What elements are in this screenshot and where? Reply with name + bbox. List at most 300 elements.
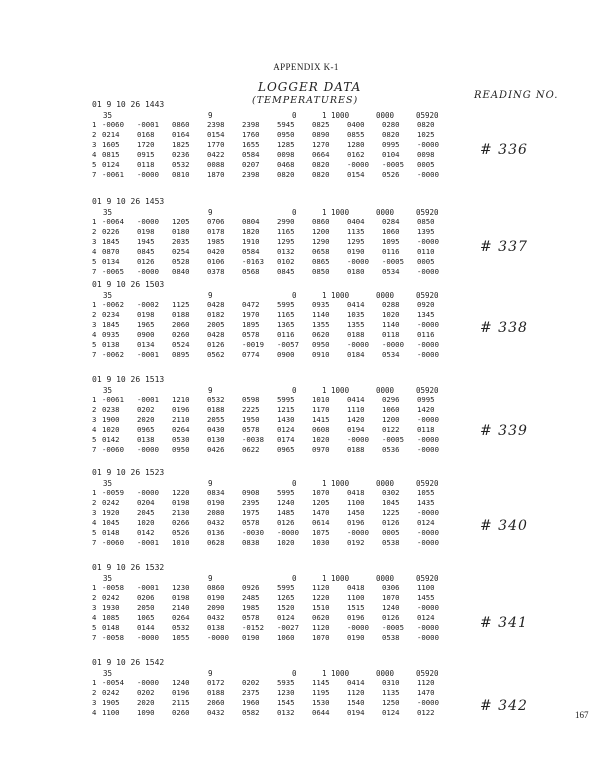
data-cell: 0288	[382, 300, 400, 309]
data-cell: 2140	[172, 603, 190, 612]
row-id: 2	[92, 227, 97, 236]
data-cell: 1140	[312, 310, 330, 319]
data-cell: 5995	[277, 300, 295, 309]
data-cell: 1210	[172, 395, 190, 404]
data-cell: 1120	[417, 678, 435, 687]
table-row	[92, 300, 452, 310]
data-cell: 0834	[207, 488, 225, 497]
block-timestamp: 01 9 10 26 1532	[92, 563, 165, 572]
block-header-field: 35	[103, 669, 113, 678]
data-cell: 1540	[347, 698, 365, 707]
data-cell: 0138	[137, 435, 155, 444]
table-row	[92, 120, 452, 130]
data-rows	[92, 488, 452, 548]
table-row	[92, 678, 452, 688]
data-cell: 1120	[312, 583, 330, 592]
data-cell: 0190	[207, 498, 225, 507]
data-cell: 0196	[347, 518, 365, 527]
block-header-field: 9	[208, 669, 213, 678]
data-cell: 0895	[172, 350, 190, 359]
data-cell: 0664	[312, 150, 330, 159]
row-id: 4	[92, 613, 97, 622]
data-cell: 0432	[207, 613, 225, 622]
data-cell: 0970	[312, 445, 330, 454]
data-cell: 0254	[172, 247, 190, 256]
block-header-field: 35	[103, 479, 113, 488]
data-cell: 1060	[382, 405, 400, 414]
data-cell: 0178	[207, 227, 225, 236]
data-cell: 1020	[312, 435, 330, 444]
data-cell: 0118	[382, 330, 400, 339]
data-cell: 1205	[172, 217, 190, 226]
data-cell: 1070	[312, 488, 330, 497]
data-cell: -0060	[102, 538, 124, 547]
data-cell: 1165	[277, 227, 295, 236]
data-cell: 0118	[137, 160, 155, 169]
data-cell: 0190	[242, 633, 260, 642]
data-cell: 1965	[137, 320, 155, 329]
data-cell: 0628	[207, 538, 225, 547]
table-row	[92, 130, 452, 140]
table-row	[92, 528, 452, 538]
data-cell: 1510	[312, 603, 330, 612]
data-cell: -0000	[137, 445, 159, 454]
block-header-field: 0000	[376, 208, 395, 217]
row-id: 5	[92, 257, 97, 266]
row-id: 3	[92, 603, 97, 612]
data-cell: 0865	[312, 257, 330, 266]
data-cell: 0207	[242, 160, 260, 169]
data-cell: 0418	[347, 488, 365, 497]
data-cell: -0000	[347, 435, 369, 444]
data-cell: 0280	[382, 120, 400, 129]
data-cell: -0000	[417, 340, 439, 349]
data-cell: 1020	[277, 538, 295, 547]
data-cell: 0194	[347, 708, 365, 717]
data-cell: 0236	[172, 150, 190, 159]
data-cell: -0000	[347, 340, 369, 349]
data-cell: 0414	[347, 395, 365, 404]
data-cell: 1100	[347, 498, 365, 507]
table-row	[92, 310, 452, 320]
data-cell: 0426	[207, 445, 225, 454]
row-id: 7	[92, 267, 97, 276]
data-cell: 0088	[207, 160, 225, 169]
page-title: LOGGER DATA	[258, 80, 362, 94]
block-header-field: 0	[292, 669, 297, 678]
data-cell: 0578	[242, 518, 260, 527]
table-row	[92, 633, 452, 643]
data-cell: 1530	[312, 698, 330, 707]
data-cell: -0000	[417, 267, 439, 276]
data-cell: 1870	[207, 170, 225, 179]
data-cell: 0900	[137, 330, 155, 339]
data-cell: 1900	[102, 415, 120, 424]
data-cell: 2060	[172, 320, 190, 329]
row-id: 1	[92, 120, 97, 129]
data-cell: 0915	[137, 150, 155, 159]
data-cell: 1760	[242, 130, 260, 139]
data-cell: 2485	[242, 593, 260, 602]
data-cell: -0001	[137, 350, 159, 359]
data-cell: 0194	[347, 425, 365, 434]
block-header-field: 05920	[416, 574, 439, 583]
data-cell: 0132	[277, 247, 295, 256]
data-cell: 0148	[102, 528, 120, 537]
table-row	[92, 623, 452, 633]
data-cell: 0820	[277, 170, 295, 179]
reading-number: # 340	[480, 518, 528, 534]
data-cell: 0620	[312, 330, 330, 339]
data-cell: 0526	[172, 528, 190, 537]
data-cell: -0005	[382, 623, 404, 632]
data-cell: 0810	[172, 170, 190, 179]
block-header-field: 35	[103, 111, 113, 120]
data-cell: -0061	[102, 170, 124, 179]
row-id: 7	[92, 170, 97, 179]
data-cell: 1100	[102, 708, 120, 717]
data-cell: 0198	[137, 227, 155, 236]
data-cell: 0658	[312, 247, 330, 256]
block-timestamp: 01 9 10 26 1453	[92, 197, 165, 206]
data-cell: 2115	[172, 698, 190, 707]
block-header-field: 0000	[376, 291, 395, 300]
data-cell: 1010	[172, 538, 190, 547]
row-id: 5	[92, 340, 97, 349]
data-cell: 0116	[277, 330, 295, 339]
data-cell: 0005	[382, 528, 400, 537]
data-cell: 0538	[382, 538, 400, 547]
data-cell: 1215	[277, 405, 295, 414]
data-cell: 0414	[347, 678, 365, 687]
table-row	[92, 170, 452, 180]
table-row	[92, 445, 452, 455]
data-cell: 0910	[312, 350, 330, 359]
data-cell: 0598	[242, 395, 260, 404]
data-cell: 0110	[417, 247, 435, 256]
block-header-field: 0	[292, 208, 297, 217]
block-header-field: 0000	[376, 479, 395, 488]
data-cell: 1845	[102, 320, 120, 329]
data-cell: 1280	[347, 140, 365, 149]
reading-number: # 336	[480, 142, 528, 158]
data-cell: 0562	[207, 350, 225, 359]
data-cell: -0000	[417, 633, 439, 642]
data-cell: 0820	[312, 170, 330, 179]
table-row	[92, 583, 452, 593]
data-cell: 0584	[242, 150, 260, 159]
table-row	[92, 415, 452, 425]
data-cell: 0138	[102, 340, 120, 349]
data-cell: 0172	[207, 678, 225, 687]
data-cell: 0264	[172, 425, 190, 434]
table-row	[92, 267, 452, 277]
table-row	[92, 405, 452, 415]
data-cell: 0196	[347, 613, 365, 622]
table-row	[92, 538, 452, 548]
block-timestamp: 01 9 10 26 1443	[92, 100, 165, 109]
data-cell: 0126	[137, 257, 155, 266]
data-cell: 0124	[102, 160, 120, 169]
data-cell: 1820	[242, 227, 260, 236]
data-cell: -0000	[417, 237, 439, 246]
block-header-field: 9	[208, 111, 213, 120]
data-cell: 0198	[137, 310, 155, 319]
data-cell: -0000	[417, 508, 439, 517]
data-cell: 1435	[417, 498, 435, 507]
block-header-field: 9	[208, 479, 213, 488]
row-id: 2	[92, 405, 97, 414]
data-cell: 1170	[312, 405, 330, 414]
data-cell: 1095	[382, 237, 400, 246]
data-rows	[92, 217, 452, 277]
data-cell: 1025	[417, 130, 435, 139]
data-cell: 0142	[137, 528, 155, 537]
row-id: 1	[92, 678, 97, 687]
data-cell: 1485	[277, 508, 295, 517]
data-cell: 0584	[242, 247, 260, 256]
table-row	[92, 593, 452, 603]
block-header-field: 05920	[416, 669, 439, 678]
row-id: 7	[92, 350, 97, 359]
data-cell: 0005	[417, 257, 435, 266]
data-cell: 1515	[347, 603, 365, 612]
data-cell: -0000	[417, 698, 439, 707]
row-id: 5	[92, 623, 97, 632]
data-cell: -0000	[417, 170, 439, 179]
data-cell: -0152	[242, 623, 264, 632]
data-cell: 0860	[312, 217, 330, 226]
data-cell: 1200	[382, 415, 400, 424]
data-cell: 0890	[312, 130, 330, 139]
data-cell: 0378	[207, 267, 225, 276]
data-cell: 0950	[277, 130, 295, 139]
table-row	[92, 350, 452, 360]
data-cell: 1165	[277, 310, 295, 319]
data-cell: -0064	[102, 217, 124, 226]
data-rows	[92, 395, 452, 455]
data-cell: 1230	[277, 688, 295, 697]
data-cell: 0196	[172, 405, 190, 414]
reading-number: # 338	[480, 320, 528, 336]
row-id: 3	[92, 508, 97, 517]
data-cell: 0116	[417, 330, 435, 339]
data-cell: 0428	[207, 330, 225, 339]
data-cell: 0855	[347, 130, 365, 139]
row-id: 3	[92, 237, 97, 246]
data-cell: 5995	[277, 583, 295, 592]
data-cell: 1020	[137, 518, 155, 527]
data-cell: -0062	[102, 300, 124, 309]
data-cell: 0935	[102, 330, 120, 339]
data-cell: 2080	[207, 508, 225, 517]
block-header-field: 0000	[376, 386, 395, 395]
row-id: 3	[92, 415, 97, 424]
data-cell: -0000	[277, 528, 299, 537]
table-row	[92, 217, 452, 227]
data-cell: 0400	[347, 120, 365, 129]
data-cell: 5945	[277, 120, 295, 129]
data-cell: 1720	[137, 140, 155, 149]
row-id: 3	[92, 140, 97, 149]
block-header-field: 1 1000	[322, 111, 350, 120]
data-cell: 0422	[207, 150, 225, 159]
data-cell: -0005	[382, 257, 404, 266]
data-cell: 2045	[137, 508, 155, 517]
data-cell: 0536	[382, 445, 400, 454]
data-cell: 1345	[417, 310, 435, 319]
data-cell: 1020	[382, 310, 400, 319]
data-cell: 1240	[172, 678, 190, 687]
data-cell: 0534	[382, 267, 400, 276]
data-cell: -0000	[417, 445, 439, 454]
data-cell: -0030	[242, 528, 264, 537]
data-cell: 1455	[417, 593, 435, 602]
row-id: 4	[92, 425, 97, 434]
data-rows	[92, 583, 452, 643]
table-row	[92, 435, 452, 445]
data-cell: 0264	[172, 613, 190, 622]
data-cell: 1545	[277, 698, 295, 707]
data-cell: 0164	[172, 130, 190, 139]
row-id: 4	[92, 330, 97, 339]
data-cell: 0198	[172, 498, 190, 507]
data-cell: 0578	[242, 330, 260, 339]
data-cell: 1605	[102, 140, 120, 149]
data-cell: 0206	[137, 593, 155, 602]
data-cell: 1075	[312, 528, 330, 537]
block-header-field: 0	[292, 291, 297, 300]
row-id: 1	[92, 488, 97, 497]
data-cell: 0242	[102, 498, 120, 507]
data-cell: -0001	[137, 395, 159, 404]
data-cell: 0532	[207, 395, 225, 404]
data-cell: 0214	[102, 130, 120, 139]
data-cell: 0608	[312, 425, 330, 434]
table-row	[92, 613, 452, 623]
data-cell: 0126	[277, 518, 295, 527]
row-id: 5	[92, 160, 97, 169]
data-cell: 1970	[242, 310, 260, 319]
block-header-field: 9	[208, 208, 213, 217]
data-cell: 0260	[172, 708, 190, 717]
data-cell: 1975	[242, 508, 260, 517]
data-cell: 0532	[172, 160, 190, 169]
data-cell: 0124	[277, 613, 295, 622]
data-cell: 0188	[172, 310, 190, 319]
data-cell: 1065	[137, 613, 155, 622]
data-cell: 1845	[102, 237, 120, 246]
data-cell: 0935	[312, 300, 330, 309]
data-cell: 1395	[417, 227, 435, 236]
row-id: 2	[92, 593, 97, 602]
data-cell: 0134	[137, 340, 155, 349]
data-cell: 1120	[347, 688, 365, 697]
reading-number: # 337	[480, 239, 528, 255]
data-cell: -0058	[102, 583, 124, 592]
table-row	[92, 688, 452, 698]
data-cell: 0432	[207, 518, 225, 527]
block-header-field: 1 1000	[322, 291, 350, 300]
data-cell: 0622	[242, 445, 260, 454]
data-cell: 0238	[102, 405, 120, 414]
data-cell: 0472	[242, 300, 260, 309]
data-cell: 0104	[382, 150, 400, 159]
data-cell: 0190	[347, 247, 365, 256]
data-cell: 1655	[242, 140, 260, 149]
data-cell: 0188	[207, 688, 225, 697]
data-cell: 1145	[312, 678, 330, 687]
data-cell: 2225	[242, 405, 260, 414]
data-cell: 1950	[242, 415, 260, 424]
data-cell: 2055	[207, 415, 225, 424]
table-row	[92, 508, 452, 518]
data-cell: -0001	[137, 583, 159, 592]
row-id: 4	[92, 247, 97, 256]
page-number: 167	[575, 710, 589, 720]
data-cell: 0432	[207, 708, 225, 717]
data-cell: 0174	[277, 435, 295, 444]
data-cell: 2398	[207, 120, 225, 129]
data-cell: 1240	[382, 603, 400, 612]
reading-number: # 342	[480, 698, 528, 714]
data-cell: 0126	[207, 340, 225, 349]
data-cell: 0568	[242, 267, 260, 276]
data-cell: 0428	[207, 300, 225, 309]
data-cell: -0061	[102, 395, 124, 404]
data-cell: -0054	[102, 678, 124, 687]
data-cell: -0000	[417, 623, 439, 632]
data-cell: 0234	[102, 310, 120, 319]
data-cell: -0058	[102, 633, 124, 642]
data-cell: 1110	[347, 405, 365, 414]
data-cell: 0168	[137, 130, 155, 139]
data-cell: 0180	[172, 227, 190, 236]
data-cell: -0062	[102, 350, 124, 359]
data-cell: 0144	[137, 623, 155, 632]
data-cell: 0142	[102, 435, 120, 444]
data-cell: -0060	[102, 120, 124, 129]
data-cell: 2060	[207, 698, 225, 707]
data-cell: 1220	[172, 488, 190, 497]
data-cell: 1060	[382, 227, 400, 236]
data-cell: 0850	[417, 217, 435, 226]
data-cell: -0000	[137, 678, 159, 687]
block-header-field: 0000	[376, 669, 395, 678]
table-row	[92, 140, 452, 150]
table-row	[92, 603, 452, 613]
data-cell: 1195	[312, 688, 330, 697]
data-cell: 0850	[312, 267, 330, 276]
data-cell: 0188	[347, 330, 365, 339]
row-id: 2	[92, 130, 97, 139]
data-cell: 1450	[347, 508, 365, 517]
row-id: 1	[92, 583, 97, 592]
data-cell: 0284	[382, 217, 400, 226]
appendix-title: APPENDIX K-1	[273, 62, 339, 72]
row-id: 4	[92, 708, 97, 717]
data-cell: 0134	[102, 257, 120, 266]
data-cell: 2020	[137, 698, 155, 707]
block-header-field: 05920	[416, 386, 439, 395]
data-cell: 0950	[312, 340, 330, 349]
block-header-field: 1 1000	[322, 386, 350, 395]
data-cell: 0182	[207, 310, 225, 319]
data-cell: 0196	[172, 688, 190, 697]
data-cell: 2395	[242, 498, 260, 507]
data-cell: 0530	[172, 435, 190, 444]
data-cell: -0002	[137, 300, 159, 309]
